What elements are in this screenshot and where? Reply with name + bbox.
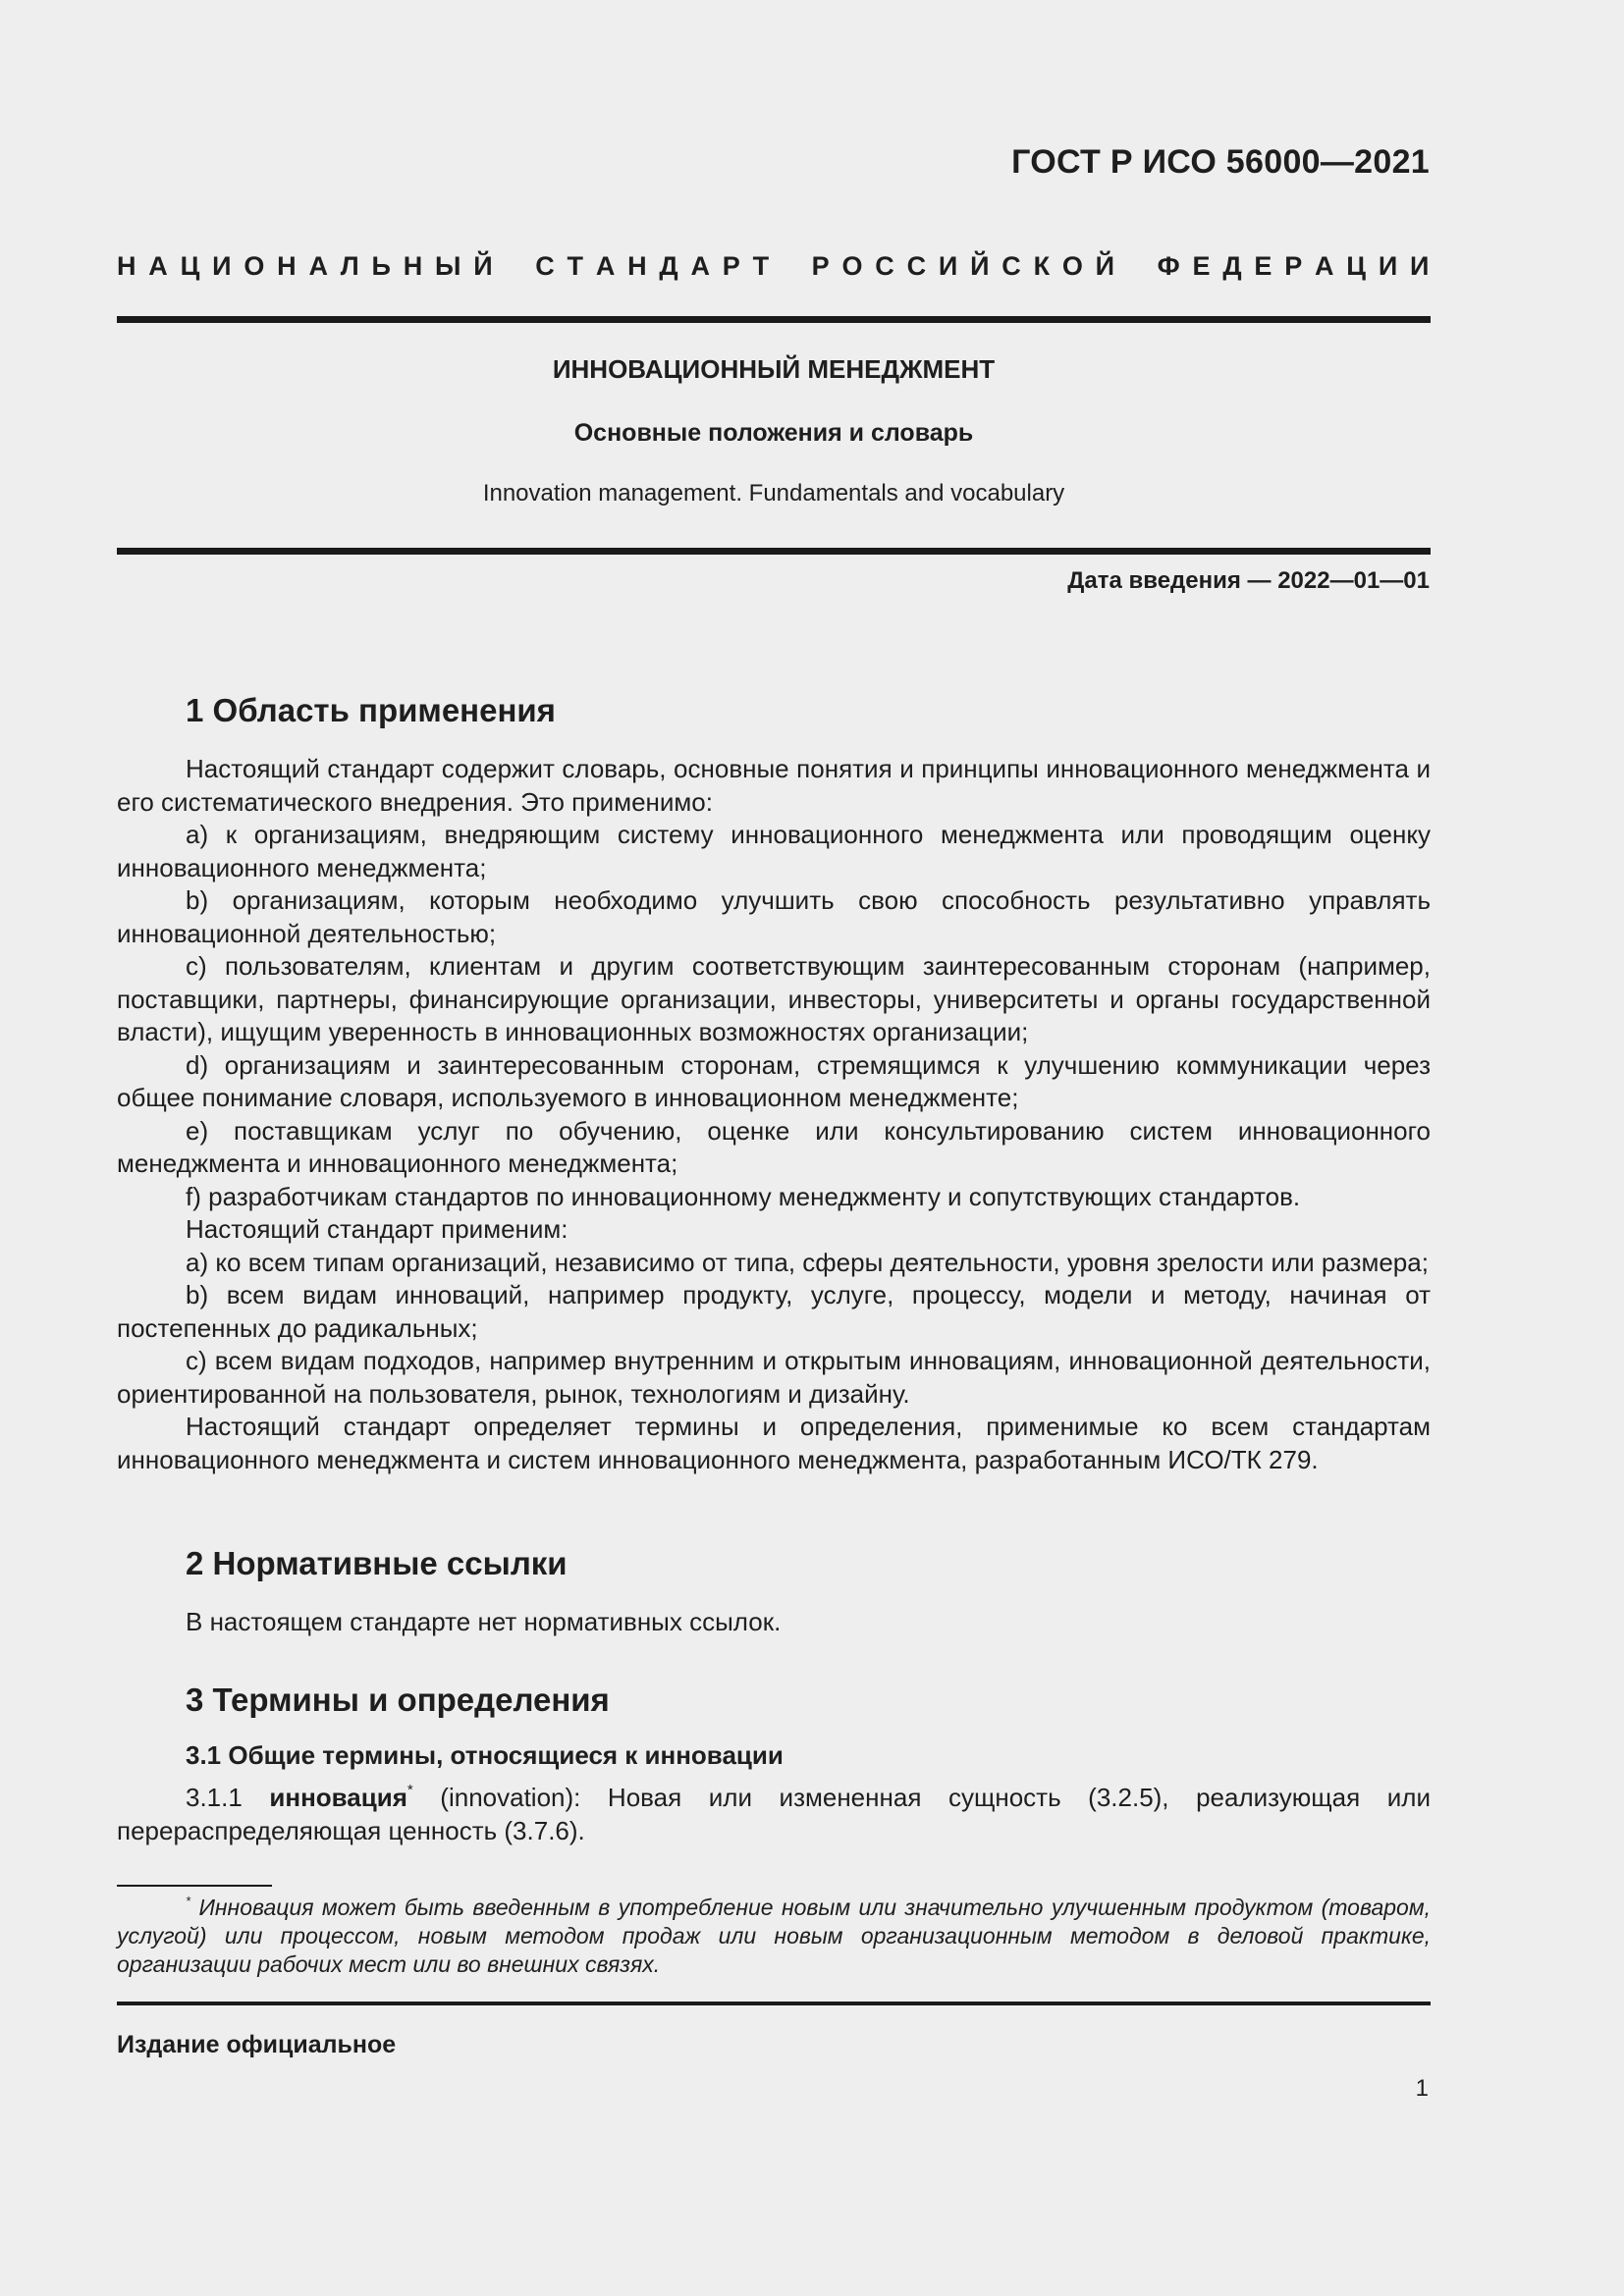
footnote-separator — [117, 1885, 272, 1887]
banner-letter: Д — [659, 251, 678, 281]
banner-letter: С — [1001, 251, 1021, 281]
banner-letter: А — [148, 251, 168, 281]
document-subtitle: Основные положения и словарь — [573, 419, 974, 447]
banner-letter: Е — [1254, 251, 1272, 281]
banner-letter: Й — [970, 251, 990, 281]
banner-letter: С — [535, 251, 555, 281]
banner-letter: А — [595, 251, 616, 281]
paragraph: В настоящем стандарте нет нормативных ссылок. — [186, 1607, 782, 1636]
banner-letter: А — [1315, 251, 1334, 281]
banner-letter: Р — [811, 251, 830, 281]
banner-letter: А — [690, 251, 710, 281]
banner-letter: К — [1033, 251, 1051, 281]
banner-letter: О — [1061, 251, 1083, 281]
banner-letter: Л — [340, 251, 359, 281]
banner-letter: Й — [1095, 251, 1115, 281]
banner-letter: Н — [403, 251, 423, 281]
banner-letter — [1127, 251, 1145, 282]
list-item: b) всем видам инноваций, например продукту, услуге, процессу, модели и методу, начиная от постепенных до радикальных; — [117, 1280, 1431, 1343]
footnote-marker: * — [186, 1894, 191, 1908]
title-bottom-rule — [117, 548, 1431, 555]
definition-3-1-1 — [117, 1782, 1431, 1847]
section-2-heading: 2 Нормативные ссылки — [186, 1545, 568, 1581]
introduction-date: Дата введения — 2022—01—01 — [1067, 567, 1430, 594]
subsection-3-1-heading: 3.1 Общие термины, относящиеся к инновации — [186, 1740, 784, 1770]
banner-letter: Е — [1192, 251, 1211, 281]
document-code: ГОСТ Р ИСО 56000—2021 — [1011, 143, 1430, 181]
section-1-body — [117, 753, 1431, 1476]
definition-number: 3.1.1 — [186, 1783, 243, 1812]
definition-text: (innovation): Новая или измененная сущность (3.2.5), реализующая или перераспределяющая ценность (3.7.6). — [117, 1783, 1431, 1845]
banner-letter: А — [308, 251, 328, 281]
banner-letter: Ы — [434, 251, 461, 281]
banner-letter: С — [906, 251, 927, 281]
banner-letter: Т — [752, 251, 770, 281]
banner-letter: Н — [627, 251, 647, 281]
list-item: a) ко всем типам организаций, независимо от типа, сферы деятельности, уровня зрелости или размера; — [186, 1247, 1429, 1277]
banner-letter: И — [938, 251, 958, 281]
definition-term: инновация — [269, 1783, 407, 1812]
list-item: d) организациям и заинтересованным сторонам, стремящимся к улучшению коммуникации через общее понимание словаря, используемого в инновационном менеджменте; — [117, 1049, 1431, 1112]
banner-letter: И — [212, 251, 232, 281]
banner-letter — [782, 251, 799, 282]
list-item: f) разработчикам стандартов по инновационному менеджменту и сопутствующих стандартов. — [186, 1181, 1301, 1211]
banner-letter: Т — [567, 251, 584, 281]
paragraph: Настоящий стандарт определяет термины и определения, применимые ко всем стандартам инновационного менеджмента и систем инновационного менеджмента, разработанным ИСО/ТК 279. — [117, 1412, 1431, 1474]
paragraph: Настоящий стандарт содержит словарь, основные понятия и принципы инновационного менеджмента и его систематического внедрения. Это применимо: — [117, 754, 1431, 817]
banner-letter: Р — [722, 251, 740, 281]
section-1-heading: 1 Область применения — [186, 692, 556, 728]
banner-letter: Ф — [1157, 251, 1180, 281]
list-item: b) организациям, которым необходимо улучшить свою способность результативно управлять инновационной деятельностью; — [117, 885, 1431, 948]
top-rule — [117, 316, 1431, 323]
banner-letter: Й — [473, 251, 493, 281]
banner-letter: О — [244, 251, 265, 281]
list-item: c) всем видам подходов, например внутренним и открытым инновациям, инновационной деятельности, ориентированной на пользователя, рынок, технологиям и дизайну. — [117, 1346, 1431, 1409]
footnote-marker: * — [406, 1782, 413, 1798]
national-standard-banner — [117, 251, 1430, 282]
page-number: 1 — [1415, 2075, 1429, 2102]
banner-letter: Ц — [1346, 251, 1367, 281]
list-item: e) поставщикам услуг по обучению, оценке или консультированию систем инновационного менеджмента и инновационного менеджмента; — [117, 1115, 1431, 1178]
section-3-heading: 3 Термины и определения — [186, 1682, 610, 1718]
paragraph: Настоящий стандарт применим: — [186, 1214, 568, 1244]
banner-letter: И — [1410, 251, 1430, 281]
banner-letter: И — [1378, 251, 1398, 281]
footnote-text: Инновация может быть введенным в употребление новым или значительно улучшенным продуктом (товаром, услугой) или процессом, новым методом продаж или новым организационным методом в деловой практике, организации рабочих мест или во внешних связях. — [117, 1895, 1431, 1977]
banner-letter: Н — [117, 251, 136, 281]
list-item: a) к организациям, внедряющим систему инновационного менеджмента или проводящим оценку инновационного менеджмента; — [117, 820, 1431, 882]
banner-letter: Ь — [371, 251, 391, 281]
banner-letter: Ц — [180, 251, 200, 281]
official-edition-label: Издание официальное — [117, 2031, 397, 2058]
english-title: Innovation management. Fundamentals and vocabulary — [482, 480, 1065, 507]
banner-letter: О — [841, 251, 863, 281]
section-2-body — [117, 1606, 1431, 1639]
banner-letter: Д — [1222, 251, 1242, 281]
footer-rule — [117, 2002, 1431, 2005]
document-title: ИННОВАЦИОННЫЙ МЕНЕДЖМЕНТ — [552, 354, 996, 384]
banner-letter: С — [875, 251, 894, 281]
banner-letter: Н — [277, 251, 297, 281]
banner-letter — [505, 251, 522, 282]
list-item: c) пользователям, клиентам и другим соответствующим заинтересованным сторонам (например, поставщики, партнеры, финансирующие организации, инвесторы, университеты и органы государственной власти), ищущим уверенность в инновационных возможностях организации; — [117, 951, 1431, 1046]
footnote — [117, 1894, 1431, 1979]
banner-letter: Р — [1284, 251, 1303, 281]
